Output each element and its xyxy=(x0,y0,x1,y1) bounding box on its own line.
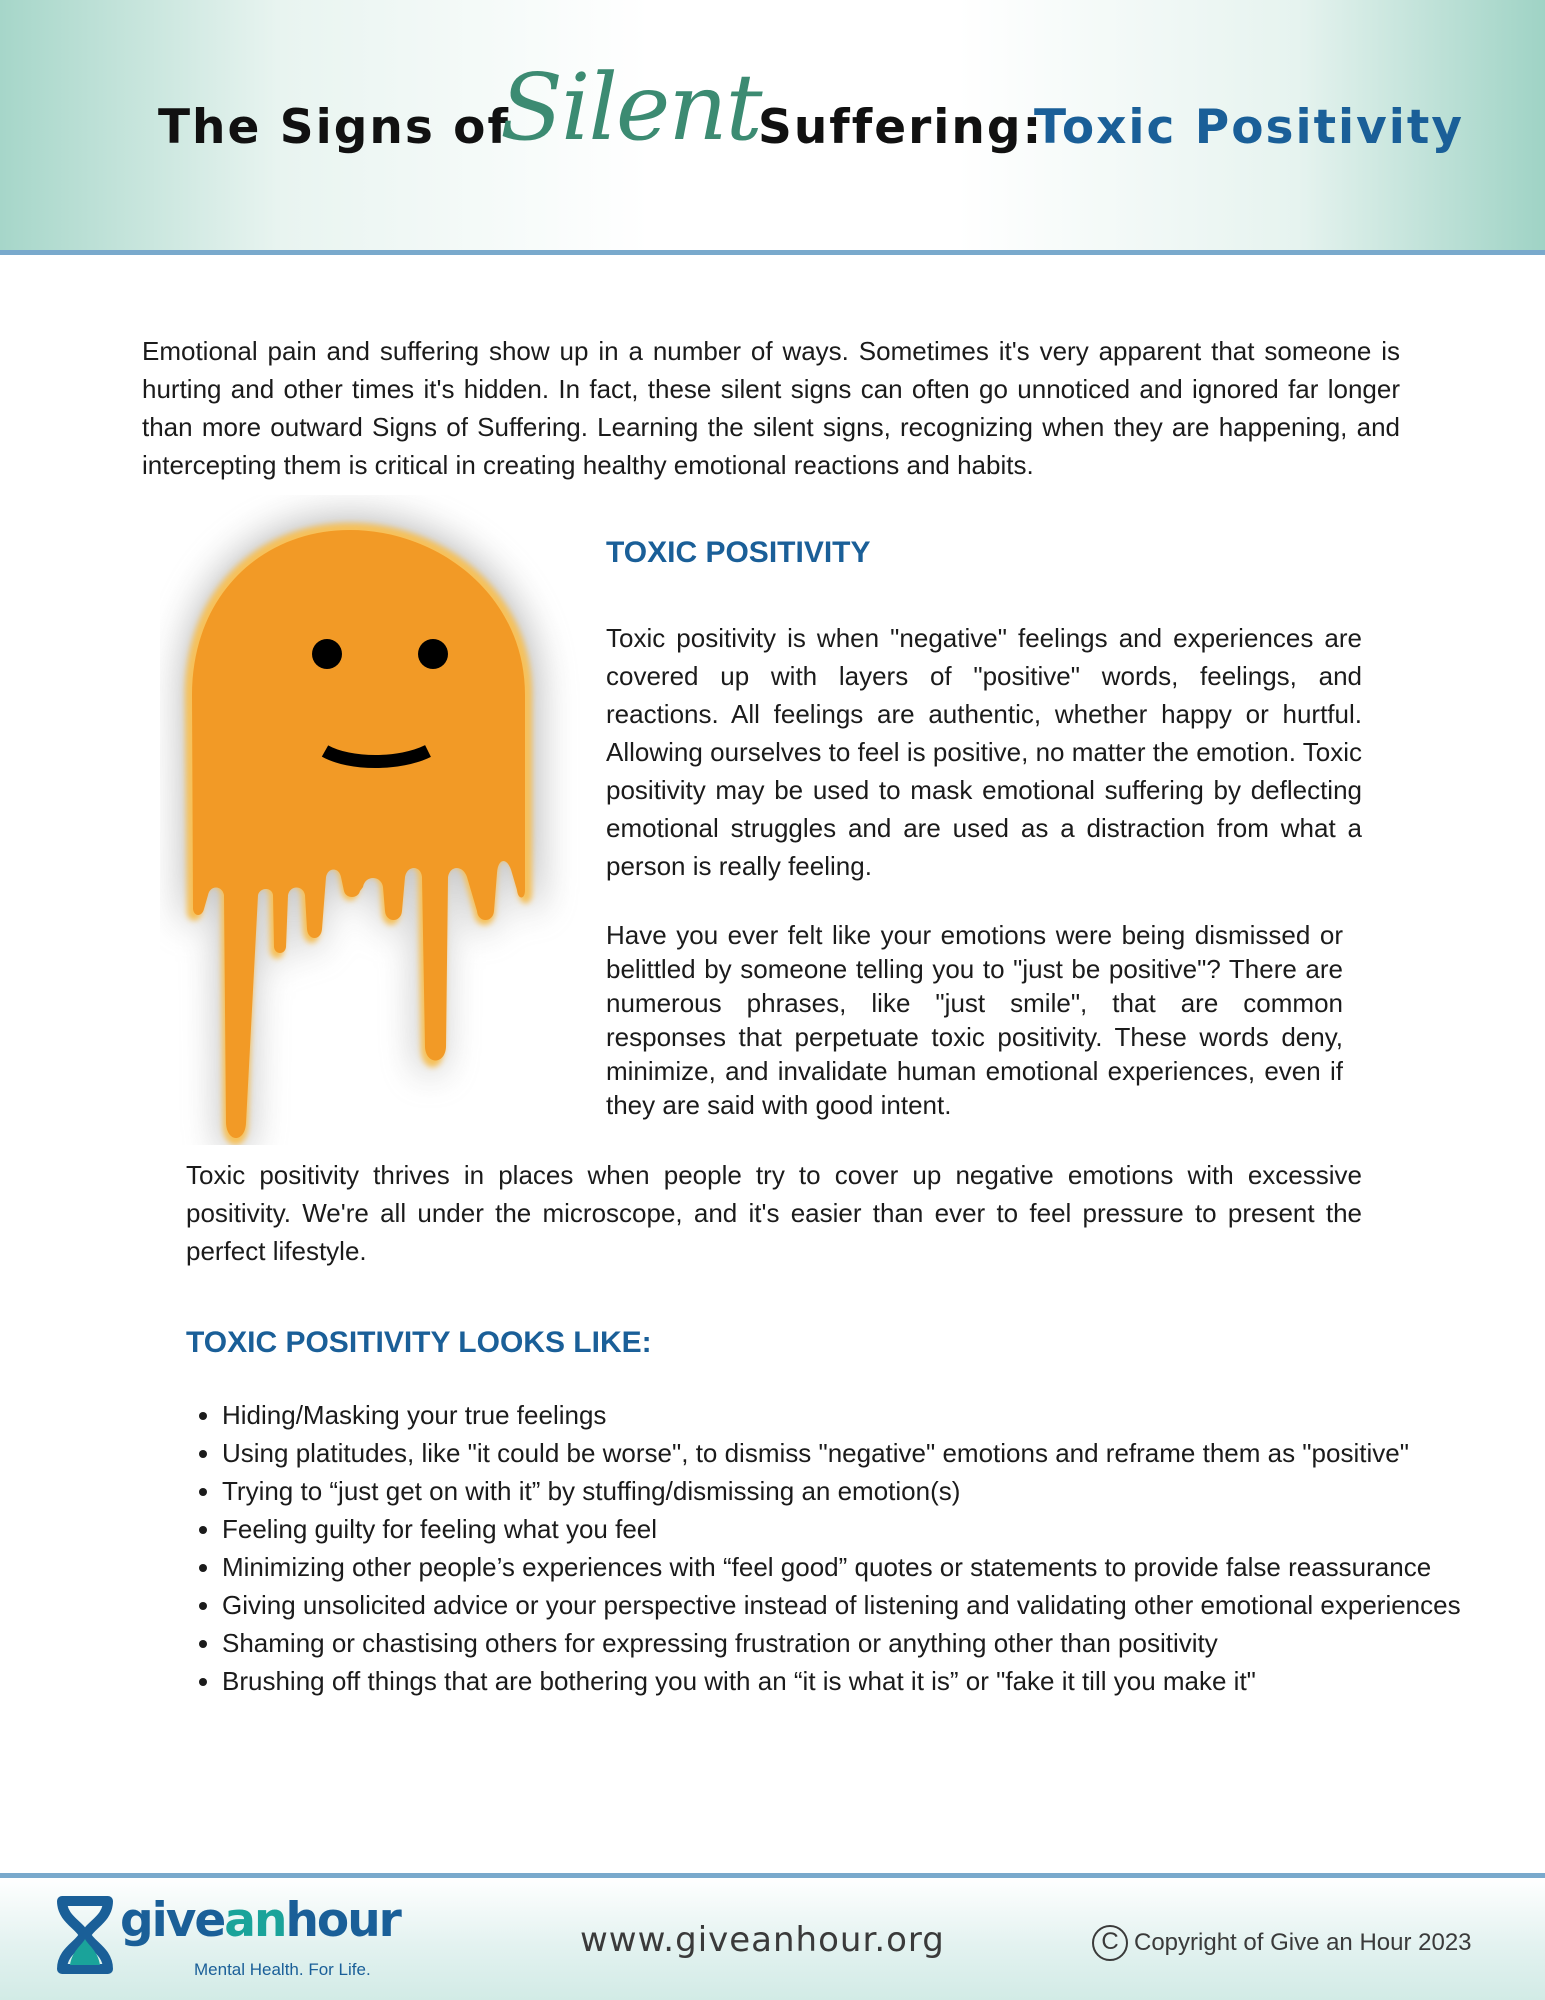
right-eye xyxy=(418,639,448,669)
logo-tagline: Mental Health. For Life. xyxy=(194,1960,371,1979)
title-part-2: Suffering: xyxy=(758,100,1044,155)
looks-like-list xyxy=(186,1396,1545,1700)
list-item: • Minimizing other people’s experiences with “feel good” quotes or statements to provide false reassurance xyxy=(222,1548,1545,1586)
list-item: • Shaming or chastising others for expressing frustration or anything other than positivity xyxy=(222,1624,1545,1662)
definition-paragraph: Toxic positivity is when "negative" feelings and experiences are covered up with layers of "positive" words, feelings, and reactions. All feelings are authentic, whether happy or hurtful. Allowing ourselves to feel is positive, no matter the emotion. Toxic positivity may be used to mask emotional suffering by deflecting emotional struggles and are used as a distraction from what a person is really feeling. xyxy=(606,623,1362,881)
page-title xyxy=(158,54,1465,174)
title-accent: Toxic Positivity xyxy=(1034,100,1465,155)
logo-wordmark: giveanhour xyxy=(120,1893,400,1948)
copyright-notice xyxy=(1092,1925,1472,1961)
list-item: • Using platitudes, like "it could be worse", to dismiss "negative" emotions and reframe them as "positive" xyxy=(222,1434,1545,1472)
list-item: • Trying to “just get on with it” by stuffing/dismissing an emotion(s) xyxy=(222,1472,1545,1510)
title-part-1: The Signs of xyxy=(158,100,510,155)
dismissed-feelings-paragraph: Have you ever felt like your emotions were being dismissed or belittled by someone telling you to "just be positive"? There are numerous phrases, like "just smile", that are common responses that perpetuate toxic positivity. These words deny, minimize, and invalidate human emotional experiences, even if they are said with good intent. xyxy=(606,920,1343,1120)
copyright-text: Copyright of Give an Hour 2023 xyxy=(1134,1929,1472,1956)
section-heading-looks-like: TOXIC POSITIVITY LOOKS LIKE: xyxy=(186,1326,652,1359)
thrives-paragraph: Toxic positivity thrives in places when people try to cover up negative emotions with excessive positivity. We're all under the microscope, and it's easier than ever to feel pressure to present the perfect lifestyle. xyxy=(186,1160,1362,1266)
intro-paragraph: Emotional pain and suffering show up in a number of ways. Sometimes it's very apparent that someone is hurting and other times it's hidden. In fact, these silent signs can often go unnoticed and ignored far longer than more outward Signs of Suffering. Learning the silent signs, recognizing when they are happening, and intercepting them is critical in creating healthy emotional reactions and habits. xyxy=(142,336,1400,480)
melting-smiley-face-icon xyxy=(160,495,600,1145)
left-eye xyxy=(312,639,342,669)
list-item: • Feeling guilty for feeling what you feel xyxy=(222,1510,1545,1548)
list-item: • Hiding/Masking your true feelings xyxy=(222,1396,1545,1434)
hourglass-logo-icon xyxy=(56,1895,120,1975)
header-divider xyxy=(0,250,1545,255)
list-item: • Brushing off things that are bothering you with an “it is what it is” or "fake it till you make it" xyxy=(222,1662,1545,1700)
website-link[interactable]: www.giveanhour.org xyxy=(580,1920,945,1960)
section-heading-toxic-positivity: TOXIC POSITIVITY xyxy=(606,536,871,569)
copyright-icon: C xyxy=(1092,1925,1128,1961)
list-item: • Giving unsolicited advice or your perspective instead of listening and validating other emotional experiences xyxy=(222,1586,1545,1624)
giveanhour-logo[interactable] xyxy=(56,1893,400,1985)
title-script-word: Silent xyxy=(500,54,761,161)
